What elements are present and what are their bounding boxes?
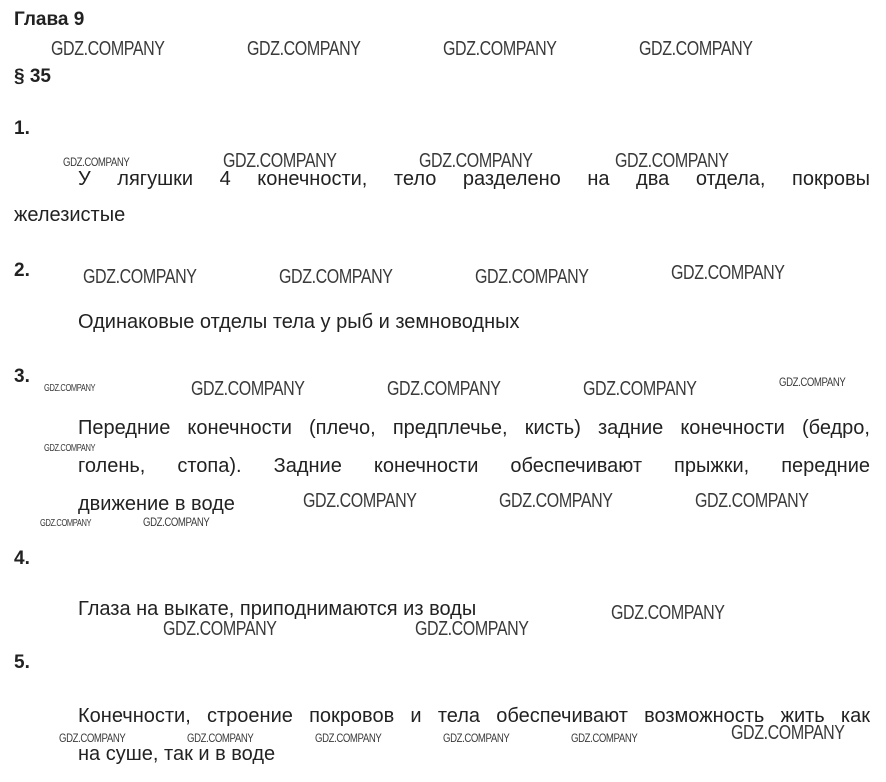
answer-text: Глаза на выкате, приподнимаются из воды <box>78 598 477 620</box>
answer-line: на суше, так и в воде <box>78 743 276 765</box>
chapter-title: Глава 9 <box>14 9 85 30</box>
watermark: GDZ.COMPANY <box>639 38 753 60</box>
question-number: 4. <box>14 548 30 569</box>
question-number: 1. <box>14 118 30 139</box>
watermark: GDZ.COMPANY <box>163 618 277 640</box>
watermark: GDZ.COMPANY <box>583 378 697 400</box>
question-number: 3. <box>14 366 30 387</box>
watermark: GDZ.COMPANY <box>279 266 393 288</box>
watermark: GDZ.COMPANY <box>731 722 845 744</box>
watermark: GDZ.COMPANY <box>191 378 305 400</box>
watermark: GDZ.COMPANY <box>303 490 417 512</box>
watermark: GDZ.COMPANY <box>44 443 96 454</box>
watermark: GDZ.COMPANY <box>419 150 533 172</box>
watermark: GDZ.COMPANY <box>51 38 165 60</box>
question-number: 2. <box>14 260 30 281</box>
watermark: GDZ.COMPANY <box>143 515 210 529</box>
question-number: 5. <box>14 652 30 673</box>
answer-line: железистые <box>14 204 126 226</box>
watermark: GDZ.COMPANY <box>695 490 809 512</box>
watermark: GDZ.COMPANY <box>415 618 529 640</box>
watermark: GDZ.COMPANY <box>611 602 725 624</box>
watermark: GDZ.COMPANY <box>443 38 557 60</box>
watermark: GDZ.COMPANY <box>779 375 846 389</box>
watermark: GDZ.COMPANY <box>83 266 197 288</box>
watermark: GDZ.COMPANY <box>40 518 92 529</box>
watermark: GDZ.COMPANY <box>187 731 254 745</box>
watermark: GDZ.COMPANY <box>63 155 130 169</box>
answer-line: голень, стопа). Задние конечности обеспечивают прыжки, передние <box>78 455 870 477</box>
watermark: GDZ.COMPANY <box>499 490 613 512</box>
watermark: GDZ.COMPANY <box>315 731 382 745</box>
watermark: GDZ.COMPANY <box>387 378 501 400</box>
answer-text: Одинаковые отделы тела у рыб и земноводных <box>78 311 520 333</box>
watermark: GDZ.COMPANY <box>59 731 126 745</box>
answer-line: движение в воде <box>78 493 235 515</box>
answer-line: Передние конечности (плечо, предплечье, кисть) задние конечности (бедро, <box>78 417 870 439</box>
watermark: GDZ.COMPANY <box>671 262 785 284</box>
watermark: GDZ.COMPANY <box>443 731 510 745</box>
answer-line: Конечности, строение покровов и тела обеспечивают возможность жить как <box>78 705 870 727</box>
watermark: GDZ.COMPANY <box>223 150 337 172</box>
watermark: GDZ.COMPANY <box>247 38 361 60</box>
watermark: GDZ.COMPANY <box>44 383 96 394</box>
section-title: § 35 <box>14 66 51 87</box>
answer-line: У лягушки 4 конечности, тело разделено на два отдела, покровы <box>78 168 870 190</box>
watermark: GDZ.COMPANY <box>571 731 638 745</box>
watermark: GDZ.COMPANY <box>475 266 589 288</box>
watermark: GDZ.COMPANY <box>615 150 729 172</box>
